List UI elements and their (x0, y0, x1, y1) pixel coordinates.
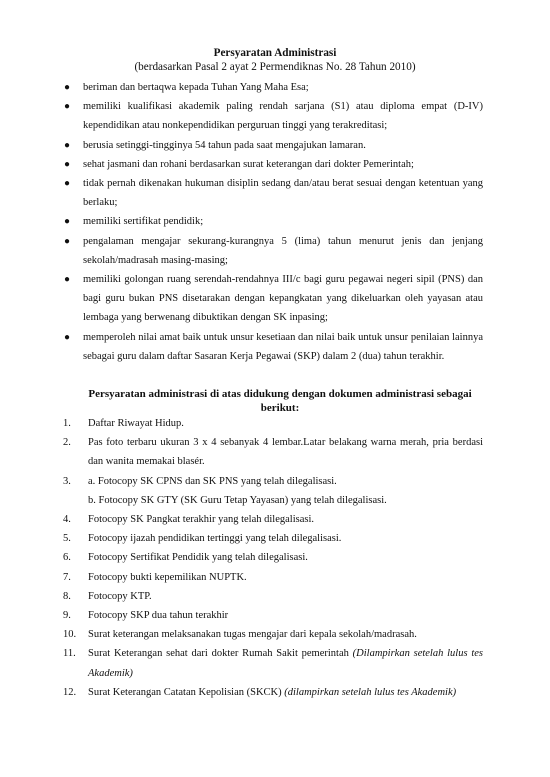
list-item: 12. Surat Keterangan Catatan Kepolisian (SKCK) (dilampirkan setelah lulus tes Akademik) (63, 686, 457, 698)
list-item: 3. a. Fotocopy SK CPNS dan SK PNS yang telah dilegalisasi. b. Fotocopy SK GTY (SK Guru Tetap Yayasan) yang telah dilegalisasi. (63, 475, 387, 506)
list-item: ● memiliki sertifikat pendidik; (63, 212, 483, 231)
list-item: 8. Fotocopy KTP. (63, 590, 152, 602)
requirements-list (63, 78, 483, 366)
list-item: ● tidak pernah dikenakan hukuman disiplin sedang dan/atau berat sesuai dengan ketentuan yang berlaku; (63, 174, 483, 212)
bullet-icon: ● (64, 216, 71, 228)
bullet-icon: ● (64, 82, 71, 93)
document-title: Persyaratan Administrasi (213, 47, 337, 59)
list-item: 4. Fotocopy SK Pangkat terakhir yang telah dilegalisasi. (63, 514, 314, 526)
bullet-icon: ● (64, 101, 71, 113)
bullet-icon: ● (64, 178, 71, 190)
list-item: 5. Fotocopy ijazah pendidikan tertinggi yang telah dilegalisasi. (63, 533, 342, 545)
list-item: 7. Fotocopy bukti kepemilikan NUPTK. (63, 571, 247, 583)
list-item: ● berusia setinggi-tingginya 54 tahun pada saat mengajukan lamaran. (63, 136, 483, 155)
list-item: ● memiliki golongan ruang serendah-rendahnya III/c bagi guru pegawai negeri sipil (PNS) dan bagi guru bukan PNS disetarakan dengan kepangkatan yang dikeluarkan oleh yayasan atau lembaga yang berwenang dibuktikan dengan SK inpasing; (63, 270, 483, 328)
list-item: ● memiliki kualifikasi akademik paling rendah sarjana (S1) atau diploma empat (D-IV) kependidikan atau nonkependidikan perguruan tinggi yang terakreditasi; (63, 97, 483, 135)
list-item: 1. Daftar Riwayat Hidup. (63, 418, 184, 429)
list-item: 2. Pas foto terbaru ukuran 3 x 4 sebanyak 4 lembar.Latar belakang warna merah, pria berdasi dan wanita memakai blasér. (63, 437, 483, 468)
list-item: ● beriman dan bertaqwa kepada Tuhan Yang Maha Esa; (63, 78, 483, 97)
list-item: 6. Fotocopy Sertifikat Pendidik yang telah dilegalisasi. (63, 552, 308, 564)
list-item: 9. Fotocopy SKP dua tahun terakhir (63, 610, 229, 622)
list-item: ● memperoleh nilai amat baik untuk unsur kesetiaan dan nilai baik untuk unsur penilaian lainnya sebagai guru dalam daftar Sasaran Kerja Pegawai (SKP) dalam 2 (dua) tahun terakhir. (63, 328, 483, 366)
bullet-icon: ● (64, 158, 71, 170)
support-heading: Persyaratan administrasi di atas didukung dengan dokumen administrasi sebagai berikut: (88, 388, 472, 414)
bullet-icon: ● (64, 235, 71, 247)
document-subtitle: (berdasarkan Pasal 2 ayat 2 Permendiknas No. 28 Tahun 2010) (134, 61, 416, 73)
bullet-icon: ● (64, 139, 71, 151)
bullet-icon: ● (64, 331, 71, 343)
bullet-icon: ● (64, 274, 71, 286)
list-item: ● sehat jasmani dan rohani berdasarkan surat keterangan dari dokter Pemerintah; (63, 155, 483, 174)
documents-list (63, 414, 483, 702)
list-item: 11. Surat Keterangan sehat dari dokter Rumah Sakit pemerintah (Dilampirkan setelah lulus tes Akademik) (63, 648, 483, 679)
list-item: 10. Surat keterangan melaksanakan tugas mengajar dari kepala sekolah/madrasah. (63, 629, 417, 641)
list-item: ● pengalaman mengajar sekurang-kurangnya 5 (lima) tahun menurut jenis dan jenjang sekolah/madrasah masing-masing; (63, 232, 483, 270)
